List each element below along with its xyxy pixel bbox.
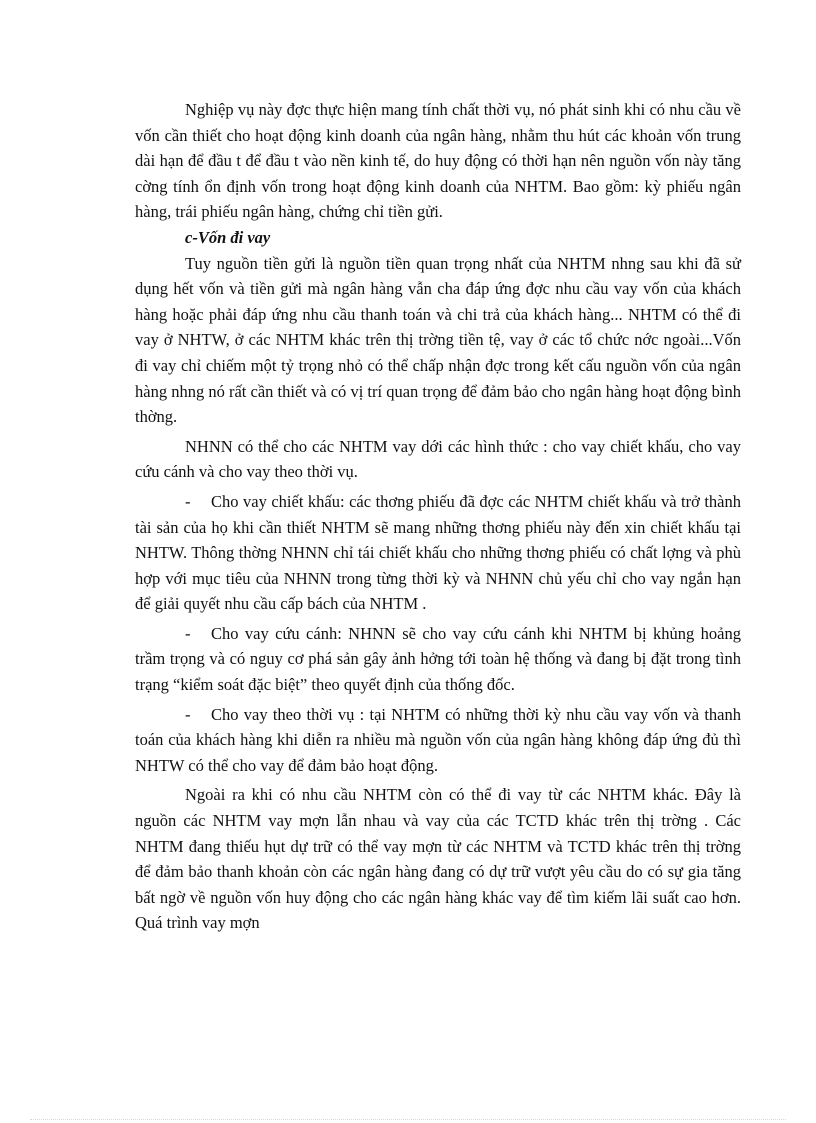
list-item-rescue-loan [135,621,741,698]
paragraph-interbank-loans: Ngoài ra khi có nhu cầu NHTM còn có thể đi vay từ các NHTM khác. Đây là nguồn các NHTM vay mợn lẫn nhau và vay của các TCTD khác trên thị trờng . Các NHTM đang thiếu hụt dự trữ có thể vay mợn từ các NHTM và TCTD khác trên thị trờng để đảm bảo thanh khoản còn các ngân hàng đang có dự trữ vượt yêu cầu do có sự gia tăng bất ngờ về nguồn vốn huy động cho các ngân hàng khác vay để tìm kiếm lãi suất cao hơn. Quá trình vay mợn [135,785,741,933]
bullet-dash: - [185,704,191,724]
list-item-text: Cho vay theo thời vụ : tại NHTM có những thời kỳ nhu cầu vay vốn và thanh toán của khách hàng khi diễn ra nhiều mà nguồn vốn của ngân hàng không đáp ứng đủ thì NHTW có thể cho vay để đảm bảo hoạt động. [135,704,741,775]
footer-divider [30,1119,786,1120]
paragraph-borrowed-capital: Tuy nguồn tiền gửi là nguồn tiền quan trọng nhất của NHTM nhng sau khi đã sử dụng hết vốn và tiền gửi mà ngân hàng vẫn cha đáp ứng đợc nhu cầu vay vốn của khách hàng hoặc phải đáp ứng nhu cầu thanh toán và chi trả của khách hàng... NHTM có thể đi vay ở NHTW, ở các NHTM khác trên thị trờng tiền tệ, vay ở các tổ chức nớc ngoài...Vốn đi vay chỉ chiếm một tỷ trọng nhỏ có thể chấp nhận đợc trong kết cấu nguồn vốn của ngân hàng nhng nó rất cần thiết và có vị trí quan trọng để đảm bảo cho ngân hàng hoạt động bình thờng. [135,253,741,427]
list-item-text: Cho vay cứu cánh: NHNN sẽ cho vay cứu cánh khi NHTM bị khủng hoảng trầm trọng và có nguy cơ phá sản gây ảnh hởng tới toàn hệ thống và đang bị đặt trong tình trạng “kiểm soát đặc biệt” theo quyết định của thống đốc. [135,623,741,695]
bullet-dash: - [185,623,191,643]
bullet-dash: - [185,491,191,511]
paragraph-nhnn-forms: NHNN có thể cho các NHTM vay dới các hình thức : cho vay chiết khấu, cho vay cứu cánh và cho vay theo thời vụ. [135,436,741,482]
list-item-discount-loan [135,489,741,617]
list-item-text: Cho vay chiết khấu: các thơng phiếu đã đợc các NHTM chiết khấu và trở thành tài sản của họ khi cần thiết NHTM sẽ mang những thơng phiếu này đến xin chiết khấu tại NHTW. Thông thờng NHNN chỉ tái chiết khấu cho những thơng phiếu có chất lợng và phù hợp với mục tiêu của NHNN trong từng thời kỳ và NHNN chủ yếu chỉ cho vay ngắn hạn để giải quyết nhu cầu cấp bách của NHTM . [135,491,741,614]
document-body [135,97,741,936]
section-heading: c-Vốn đi vay [185,227,271,247]
paragraph-intro: Nghiệp vụ này đợc thực hiện mang tính chất thời vụ, nó phát sinh khi có nhu cầu về vốn cần thiết cho hoạt động kinh doanh của ngân hàng, nhằm thu hút các khoản vốn trung dài hạn để đầu t để đầu t vào nền kinh tế, do huy động có thời hạn nên nguồn vốn này tăng cờng tính ổn định vốn trong hoạt động kinh doanh của NHTM. Bao gồm: kỳ phiếu ngân hàng, trái phiếu ngân hàng, chứng chỉ tiền gửi. [135,100,741,222]
list-item-seasonal-loan [135,702,741,779]
